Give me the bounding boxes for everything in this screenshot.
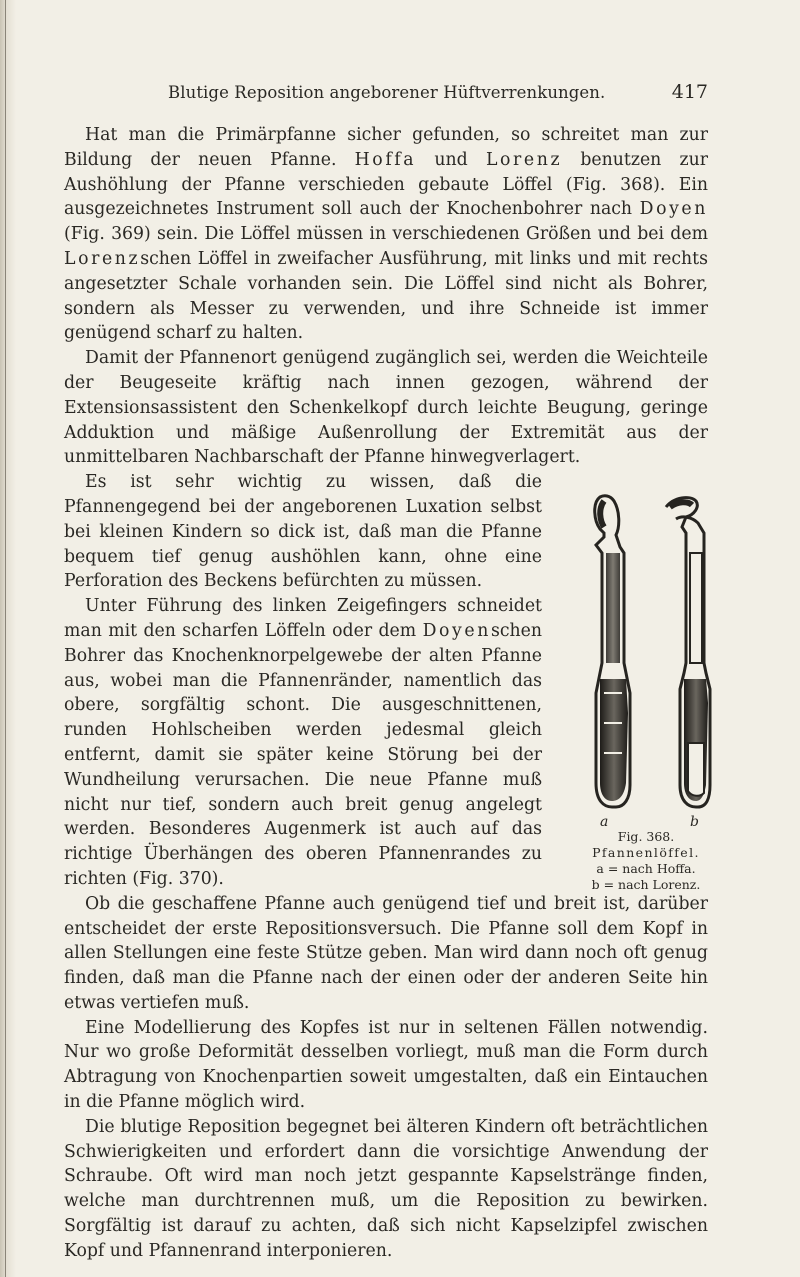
spoon-illustration	[586, 493, 712, 809]
figure-368	[548, 493, 744, 891]
body-text	[64, 123, 708, 1264]
lorenz-spoon	[666, 498, 710, 807]
paragraph	[64, 892, 708, 1016]
figure-number: Fig. 368.	[617, 829, 675, 845]
figure-label-b: b	[690, 814, 699, 831]
caption-line-b: b = nach Lorenz.	[591, 877, 701, 893]
page-number: 417	[671, 81, 708, 103]
text-run: Eine Modellierung des Kopfes ist nur in seltenen Fällen notwendig. Nur wo große Deformität desselben vorliegt, muß man die Form durch Abtragung von Knochenpartien soweit umgestalten, daß ein Eintauchen in die Pfanne möglich wird.	[64, 1017, 708, 1113]
author-name: Doyen	[639, 199, 708, 220]
running-title: Blutige Reposition angeborener Hüftverrenkungen.	[168, 83, 606, 102]
paragraph	[64, 1016, 708, 1115]
text-run: Es ist sehr wichtig zu wissen, daß die Pfannengegend bei der angeborenen Luxation selbst bei kleinen Kindern so dick ist, daß man die Pfanne bequem tief genug aushöhlen kann, ohne eine Perforation des Beckens befürchten zu müssen.	[64, 472, 542, 592]
author-name: Lorenz	[485, 149, 563, 170]
paragraph	[64, 346, 708, 470]
figure-title: Pfannenlöffel.	[592, 845, 700, 861]
paragraph	[64, 123, 708, 346]
text-run: Ob die geschaffene Pfanne auch genügend tief und breit ist, darüber entscheidet der erste Repositionsversuch. Die Pfanne soll dem Kopf in allen Stellungen eine feste Stütze geben. Man wird dann noch oft genug finden, daß man die Pfanne nach der einen oder der anderen Seite hin etwas vertiefen muß.	[64, 893, 708, 1013]
text-run: (Fig. 369) sein. Die Löffel müssen in verschiedenen Größen und bei dem	[64, 224, 708, 245]
page-header	[168, 81, 708, 109]
hoffa-spoon	[595, 496, 630, 807]
text-run: schen Löffel in zweifacher Ausführung, mit links und mit rechts angesetzter Schale vorhanden sein. Die Löffel sind nicht als Bohrer, sondern als Messer zu verwenden, und ihre Schneide ist immer genügend scharf zu halten.	[64, 248, 708, 344]
text-run: Damit der Pfannenort genügend zugänglich sei, werden die Weichteile der Beugeseite kräftig nach innen gezogen, während der Extensionsassistent den Schenkelkopf durch leichte Beugung, geringe Adduktion und mäßige Außenrollung der Extremität aus der unmittelbaren Nachbarschaft der Pfanne hinwegverlagert.	[64, 348, 708, 468]
text-run: Die blutige Reposition begegnet bei älteren Kindern oft beträchtlichen Schwierigkeiten und erfordert dann die vorsichtige Anwendung der Schraube. Oft wird man noch jetzt gespannte Kapselstränge finden, welche man durchtrennen muß, um die Reposition zu bewirken. Sorgfältig ist darauf zu achten, daß sich nicht Kapselzipfel zwischen Kopf und Pfannenrand interponieren.	[64, 1116, 708, 1261]
author-name: Lorenz	[64, 248, 141, 269]
paragraph	[64, 1115, 708, 1264]
author-name: Hoffa	[354, 149, 417, 170]
text-run: und	[416, 149, 486, 170]
text-run: Hat man die Primärpfanne sicher gefunden, so schreitet man zur Bildung der neuen Pfanne.	[64, 125, 708, 170]
author-name: Doyen	[422, 620, 491, 641]
figure-caption	[548, 829, 744, 893]
figure-label-a: a	[600, 814, 609, 831]
book-spine-edge	[0, 0, 16, 1277]
caption-line-a: a = nach Hoffa.	[596, 861, 696, 877]
text-run: schen Bohrer das Knochenknorpelgewebe der alten Pfanne aus, wobei man die Pfannenränder, namentlich das obere, sorgfältig schont. Die ausgeschnittenen, runden Hohlscheiben werden jedesmal gleich entfernt, damit sie später keine Störung bei der Wundheilung verursachen. Die neue Pfanne muß nicht nur tief, sondern auch breit genug angelegt werden. Besonderes Augenmerk ist auch auf das richtige Überhängen des oberen Pfannenrandes zu richten (Fig. 370).	[64, 620, 542, 889]
text-run: Unter Führung des linken Zeigefingers schneidet man mit den scharfen Löffeln oder dem	[64, 596, 542, 641]
text-run: benutzen zur Aushöhlung der Pfanne verschieden gebaute Löffel (Fig. 368). Ein ausgezeichnetes Instrument soll auch der Knochenbohrer nach	[64, 149, 709, 220]
